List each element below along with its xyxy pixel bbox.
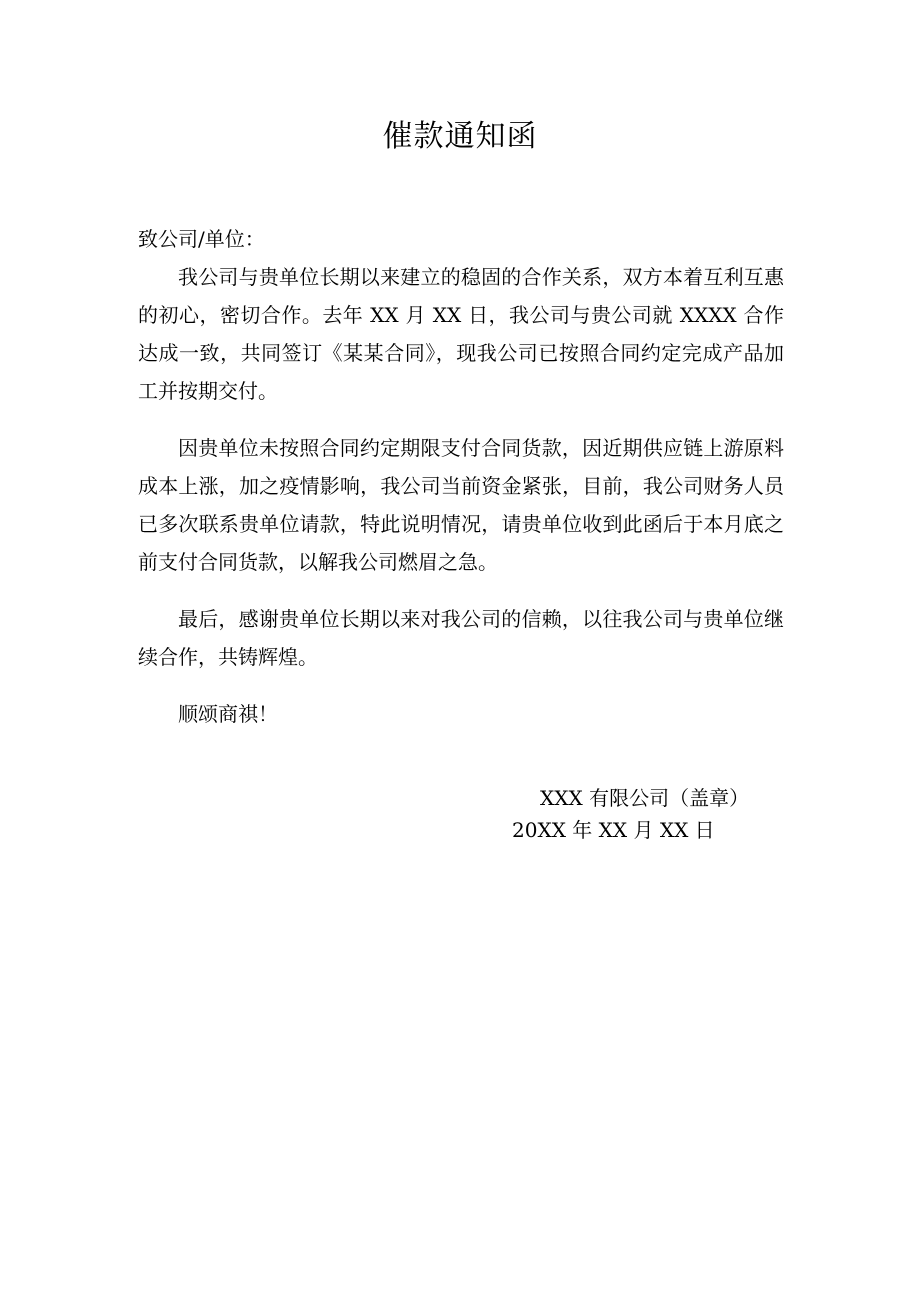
- paragraph-3: 最后，感谢贵单位长期以来对我公司的信赖，以往我公司与贵单位继续合作，共铸辉煌。: [138, 607, 784, 669]
- letter-title: 催款通知函: [382, 119, 538, 154]
- salutation: 致公司/单位：: [138, 227, 265, 251]
- signature-date: 20XX 年 XX 月 XX 日: [512, 818, 715, 842]
- letter-body: [138, 220, 784, 733]
- paragraph-1: 我公司与贵单位长期以来建立的稳固的合作关系，双方本着互利互惠的初心，密切合作。去年 XX 月 XX 日，我公司与贵公司就 XXXX 合作达成一致，共同签订《某某合同》，现我公司已按照合同约定完成产品加工并按期交付。: [138, 265, 784, 403]
- signature-company: XXX 有限公司（盖章）: [540, 786, 750, 810]
- paragraph-2: 因贵单位未按照合同约定期限支付合同货款，因近期供应链上游原料成本上涨，加之疫情影响，我公司当前资金紧张，目前，我公司财务人员已多次联系贵单位请款，特此说明情况，请贵单位收到此函后于本月底之前支付合同货款，以解我公司燃眉之急。: [138, 436, 784, 574]
- closing-greeting: 顺颂商祺！: [178, 702, 278, 726]
